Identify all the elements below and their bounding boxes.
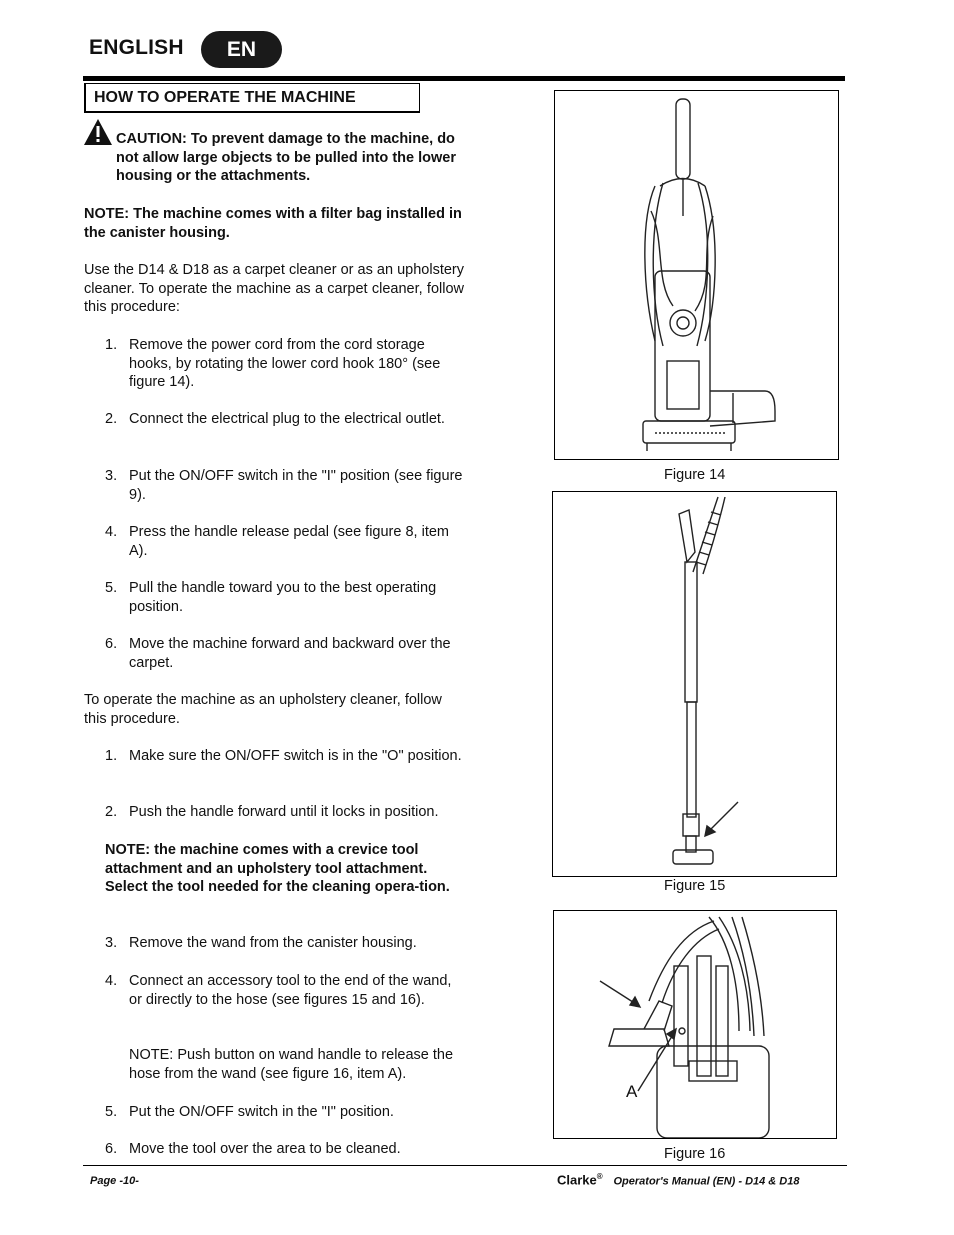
step-number: 1. [105,748,118,764]
manual-title: Operator's Manual (EN) - D14 & D18 [613,1175,800,1188]
list-item [105,934,465,953]
step-text: Connect an accessory tool to the end of the wand, or directly to the hose (see figures 15 and 16). [129,973,452,1008]
list-item [105,747,465,766]
figure-16-item-label: A [626,1082,638,1101]
note-filter-bag: NOTE: The machine comes with a filter bag installed in the canister housing. [84,206,462,241]
figure-16-caption: Figure 16 [664,1146,726,1162]
step-text: Pull the handle toward you to the best operating position. [129,580,437,615]
step-text: Make sure the ON/OFF switch is in the "O" position. [129,748,462,764]
step-text: Push the handle forward until it locks in position. [129,804,439,820]
figure-15-image [552,491,837,877]
list-item [105,1103,465,1122]
list-item [105,336,465,392]
figure-16-image [553,910,837,1139]
list-item [105,523,465,560]
figure-14-caption: Figure 14 [664,467,726,483]
step-text: Move the tool over the area to be cleaned. [129,1141,401,1157]
list-item [105,467,465,504]
step-number: 3. [105,935,118,951]
step-number: 2. [105,804,118,820]
list-item [105,1140,465,1159]
step-text: Remove the power cord from the cord storage hooks, by rotating the lower cord hook 180° (see figure 14). [129,337,441,390]
warning-icon [83,118,113,146]
step-text: NOTE: Push button on wand handle to release the hose from the wand (see figure 16, item A). [129,1047,454,1082]
step-number: 3. [105,468,118,484]
list-item [105,972,465,1009]
page-number: Page -10- [90,1175,139,1187]
step-number: 4. [105,973,118,989]
language-badge: EN [201,31,282,68]
figure-15-caption: Figure 15 [664,878,726,894]
step-number: 1. [105,337,118,353]
registered-mark: ® [596,1172,603,1181]
header-rule [83,76,845,81]
step-number: 4. [105,524,118,540]
step-text: Move the machine forward and backward over the carpet. [129,636,451,671]
note-attachments: NOTE: the machine comes with a crevice tool attachment and an upholstery tool attachment. Select the tool needed for the cleaning opera-tion. [105,842,450,895]
list-item [105,803,465,822]
step-text: Put the ON/OFF switch in the "I" position. [129,1104,394,1120]
step-number: 5. [105,580,118,596]
step-number: 6. [105,636,118,652]
step-text: Remove the wand from the canister housing. [129,935,417,951]
step-text: Connect the electrical plug to the electrical outlet. [129,411,445,427]
step-number: 6. [105,1141,118,1157]
list-item [105,579,465,616]
figure-14-image [554,90,839,460]
footer-rule [83,1165,847,1166]
step-number: 5. [105,1104,118,1120]
language-heading: ENGLISH [89,36,184,59]
step-text: Press the handle release pedal (see figure 8, item A). [129,524,449,559]
list-item [105,410,465,429]
step-text: Put the ON/OFF switch in the "I" position (see figure 9). [129,468,463,503]
upholstery-intro: To operate the machine as an upholstery cleaner, follow this procedure. [84,692,442,727]
section-title: HOW TO OPERATE THE MACHINE [94,89,356,106]
intro-paragraph: Use the D14 & D18 as a carpet cleaner or as an upholstery cleaner. To operate the machine as a carpet cleaner, follow this procedure: [84,262,464,315]
footer-manual-title [557,1172,800,1187]
brand-name: Clarke [557,1172,597,1188]
list-item [105,1046,465,1083]
step-number: 2. [105,411,118,427]
caution-text: CAUTION: To prevent damage to the machine, do not allow large objects to be pulled into the lower housing or the attachments. [116,131,456,184]
list-item [105,635,465,672]
